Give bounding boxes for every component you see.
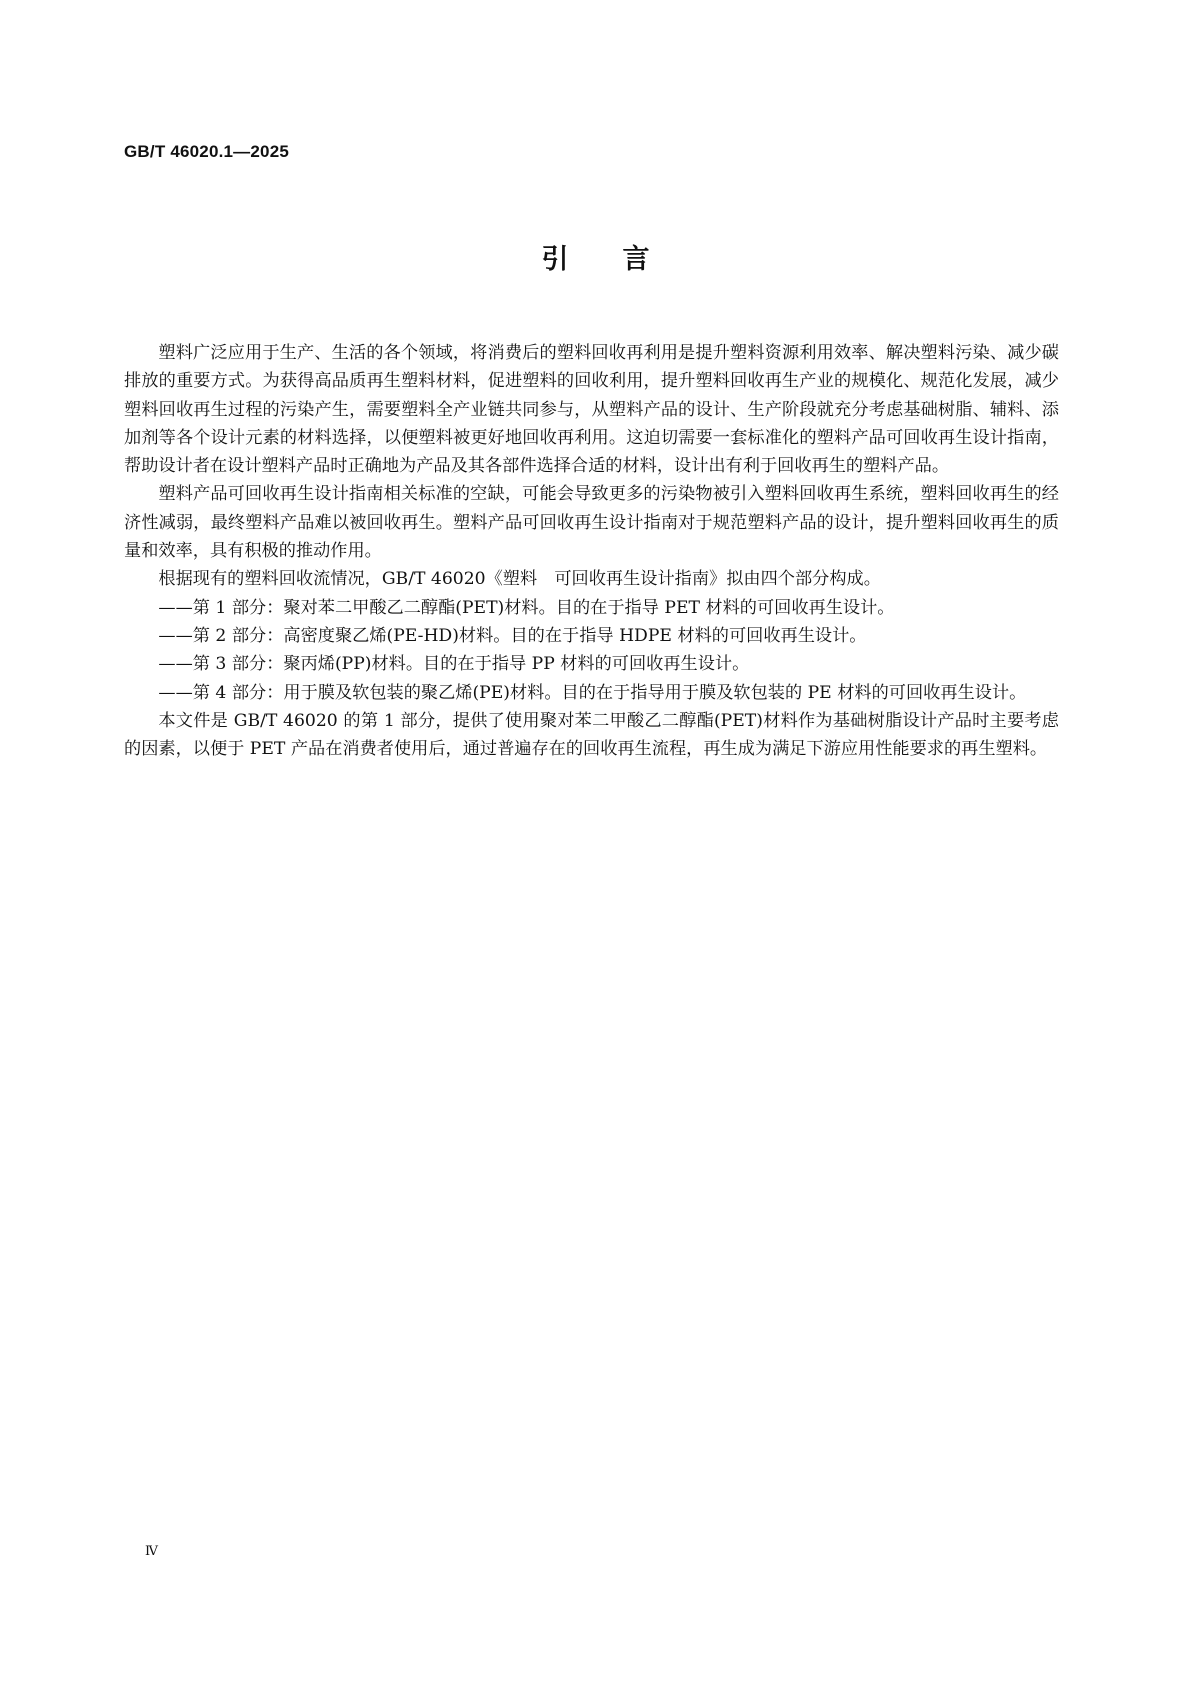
paragraph-1: 塑料广泛应用于生产、生活的各个领域，将消费后的塑料回收再利用是提升塑料资源利用效率、解决塑料污染、减少碳排放的重要方式。为获得高品质再生塑料材料，促进塑料的回收利用，提升塑料回收再生产业的规模化、规范化发展，减少塑料回收再生过程的污染产生，需要塑料全产业链共同参与，从塑料产品的设计、生产阶段就充分考虑基础树脂、辅料、添加剂等各个设计元素的材料选择，以便塑料被更好地回收再利用。这迫切需要一套标准化的塑料产品可回收再生设计指南，帮助设计者在设计塑料产品时正确地为产品及其各部件选择合适的材料，设计出有利于回收再生的塑料产品。 (124, 343, 1059, 477)
list-item-text: 第 2 部分：高密度聚乙烯(PE-HD)材料。目的在于指导 HDPE 材料的可回收再生设计。 (192, 625, 867, 646)
list-item-text: 第 3 部分：聚丙烯(PP)材料。目的在于指导 PP 材料的可回收再生设计。 (192, 654, 750, 675)
title-char-1: 引 (541, 244, 569, 275)
list-dash: —— (158, 625, 193, 646)
body-text (124, 339, 1059, 763)
paragraph-4: 本文件是 GB/T 46020 的第 1 部分，提供了使用聚对苯二甲酸乙二醇酯(PET)材料作为基础树脂设计产品时主要考虑的因素，以便于 PET 产品在消费者使用后，通过普遍存在的回收再生流程，再生成为满足下游应用性能要求的再生塑料。 (124, 710, 1059, 760)
title-char-2: 言 (622, 244, 650, 275)
list-dash: —— (158, 597, 193, 618)
standard-code: GB/T 46020.1—2025 (124, 142, 289, 161)
list-item-part-2 (124, 622, 1059, 650)
list-item-part-4 (124, 679, 1059, 707)
list-item-part-1 (124, 594, 1059, 622)
page-number: Ⅳ (145, 1544, 158, 1559)
list-dash: —— (158, 654, 193, 675)
page-title (0, 244, 1191, 276)
paragraph-2: 塑料产品可回收再生设计指南相关标准的空缺，可能会导致更多的污染物被引入塑料回收再生系统，塑料回收再生的经济性减弱，最终塑料产品难以被回收再生。塑料产品可回收再生设计指南对于规范塑料产品的设计，提升塑料回收再生的质量和效率，具有积极的推动作用。 (124, 484, 1059, 562)
paragraph-3: 根据现有的塑料回收流情况，GB/T 46020《塑料 可回收再生设计指南》拟由四个部分构成。 (158, 569, 881, 590)
list-dash: —— (158, 682, 193, 703)
list-item-text: 第 4 部分：用于膜及软包装的聚乙烯(PE)材料。目的在于指导用于膜及软包装的 PE 材料的可回收再生设计。 (192, 682, 1027, 703)
list-item-part-3 (124, 650, 1059, 678)
list-item-text: 第 1 部分：聚对苯二甲酸乙二醇酯(PET)材料。目的在于指导 PET 材料的可回收再生设计。 (192, 597, 895, 618)
